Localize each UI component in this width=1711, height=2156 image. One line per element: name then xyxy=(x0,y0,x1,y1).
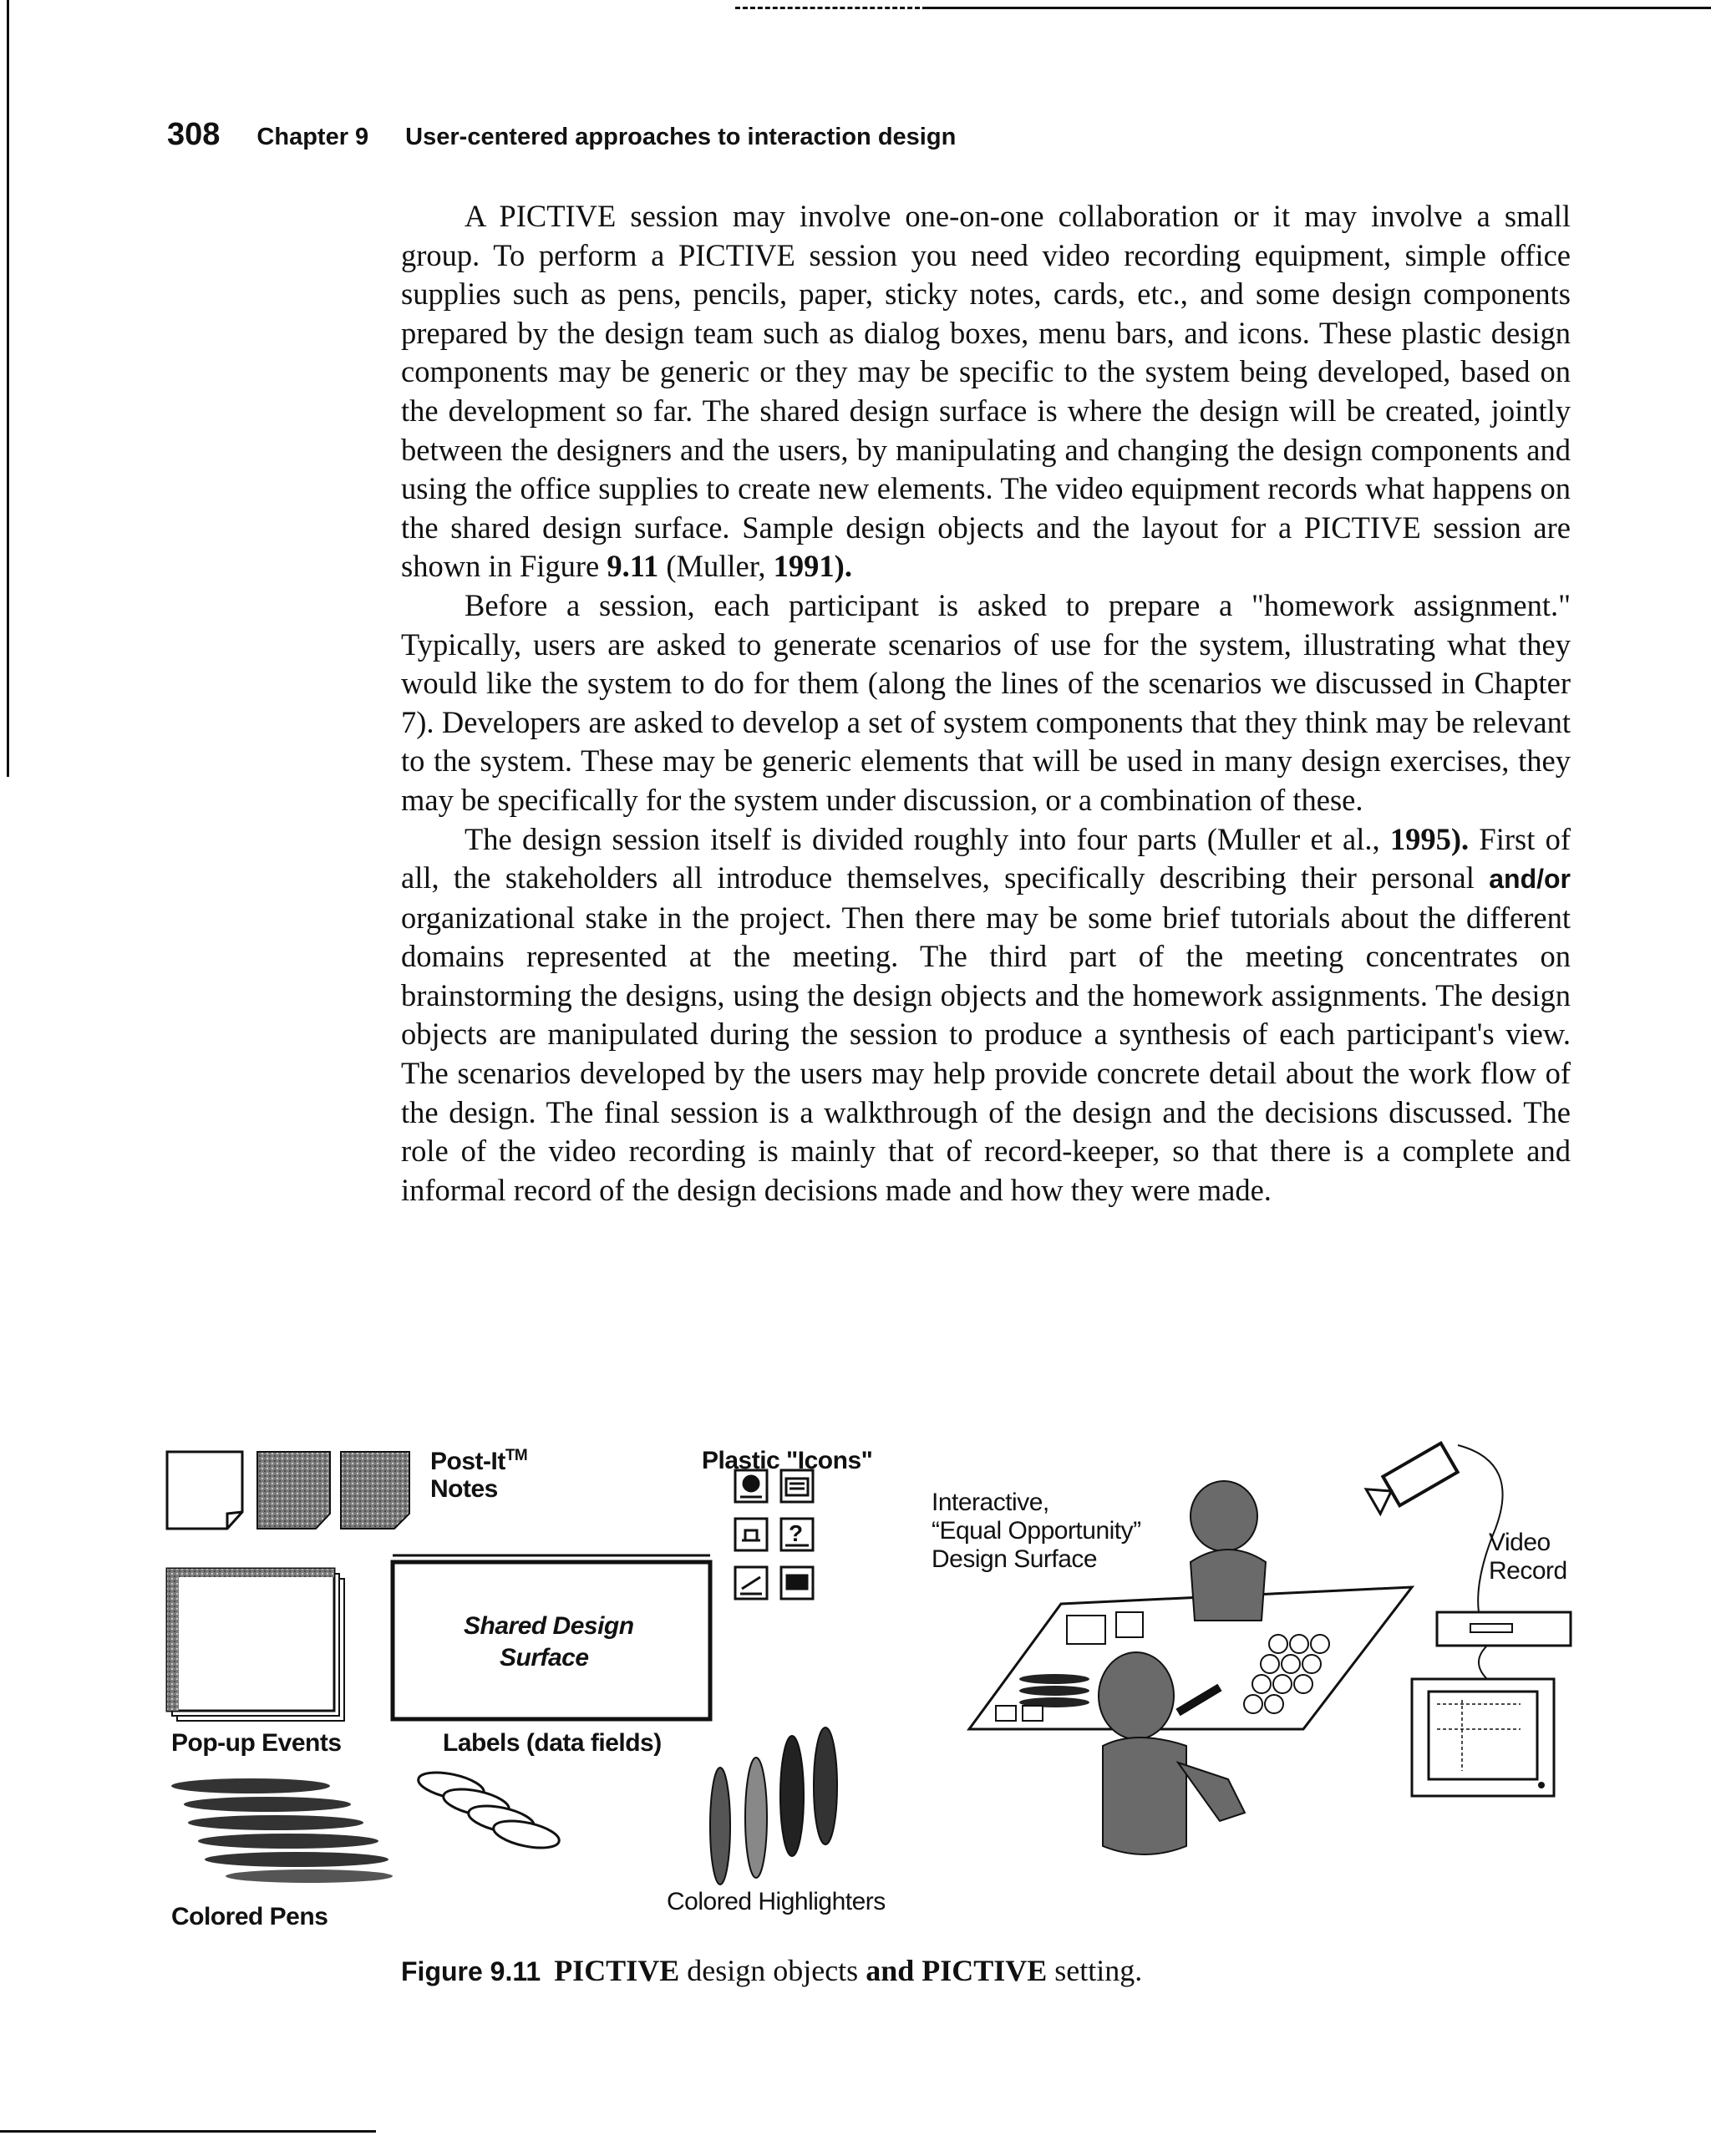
and-or-term: and/or xyxy=(1489,864,1571,895)
paragraph-3-text: The design session itself is divided roughly into four parts (Muller et al., xyxy=(465,821,1390,856)
colored-highlighters-label: Colored Highlighters xyxy=(667,1888,886,1915)
colored-pens-label: Colored Pens xyxy=(171,1903,328,1930)
record-label: Record xyxy=(1489,1557,1567,1585)
question-mark-icon: ? xyxy=(789,1520,803,1546)
interactive-label-3: Design Surface xyxy=(932,1545,1098,1573)
post-it-label: Post-It™ xyxy=(430,1447,528,1475)
chapter-label: Chapter 9 xyxy=(256,124,369,150)
interactive-label-2: “Equal Opportunity” xyxy=(932,1517,1141,1545)
colored-pens xyxy=(171,1778,393,1883)
paragraph-3-text-c: organizational stake in the project. Then there may be some brief tutorials about the different domains represented at the meeting. The third part of the meeting concentrates on brainstorming the designs, using the design objects and the homework assignments. The design objects are manipulated during the session to produce a synthesis of each participant's view. The scenarios developed by the users may help provide concrete detail about the work flow of the design. The final session is a walkthrough of the design and the decisions discussed. The role of the video recording is mainly that of record-keeper, so that there is a complete and informal record of the design decisions made and how they were made. xyxy=(401,900,1571,1207)
paragraph-2 xyxy=(401,586,1571,820)
paragraph-3 xyxy=(401,820,1571,1210)
body-text xyxy=(401,197,1571,1210)
top-rule xyxy=(927,7,1711,9)
popup-events xyxy=(167,1569,344,1721)
caption-pictive: PICTIVE xyxy=(554,1954,680,1987)
figure-pictive xyxy=(0,1412,1711,1996)
left-margin-rule xyxy=(7,0,9,777)
paragraph-3-text-b: First of all, the stakeholders all introduce themselves, specifically describing their personal xyxy=(401,821,1571,895)
figure-reference: 9.11 xyxy=(607,549,659,584)
label-ellipses xyxy=(416,1768,561,1853)
running-header xyxy=(167,117,956,155)
labels-data-fields-label: Labels (data fields) xyxy=(443,1729,662,1757)
plastic-icons-label: Plastic "Icons" xyxy=(702,1447,873,1474)
video-label: Video xyxy=(1489,1529,1551,1556)
shared-surface-label-2: Surface xyxy=(500,1644,589,1672)
notes-label: Notes xyxy=(430,1475,498,1503)
figure-caption xyxy=(401,1953,1142,1988)
colored-highlighters xyxy=(710,1727,837,1885)
page-number: 308 xyxy=(167,117,221,152)
popup-events-label: Pop-up Events xyxy=(171,1729,342,1757)
caption-pictive-2: PICTIVE xyxy=(914,1954,1048,1987)
paragraph-1 xyxy=(401,197,1571,586)
citation-year: 1995). xyxy=(1389,821,1470,856)
chapter-title: User-centered approaches to interaction design xyxy=(405,124,957,150)
interactive-label-1: Interactive, xyxy=(932,1489,1049,1516)
citation-year: 1991). xyxy=(773,549,852,584)
caption-text-2: setting. xyxy=(1047,1954,1143,1987)
caption-text: design objects xyxy=(679,1954,866,1987)
pictive-setting xyxy=(969,1443,1571,1854)
caption-number: Figure 9.11 xyxy=(401,1956,541,1986)
post-it-notes xyxy=(167,1452,409,1529)
paragraph-1-text: A PICTIVE session may involve one-on-one collaboration or it may involve a small group. To perform a PICTIVE session you need video recording equipment, simple office supplies such as pens, pencils, paper, sticky notes, cards, etc., and some design components prepared by the design team such as dialog boxes, menu bars, and icons. These plastic design components may be generic or they may be specific to the system being developed, based on the development so far. The shared design surface is where the design will be created, jointly between the designers and the users, by manipulating and changing the design components and using the office supplies to create new elements. The video equipment records what happens on the shared design surface. Sample design objects and the layout for a PICTIVE session are shown in Figure xyxy=(401,199,1571,584)
shared-surface-label-1: Shared Design xyxy=(464,1612,634,1640)
top-rule-dashed xyxy=(735,7,927,9)
caption-and: and xyxy=(866,1954,915,1987)
bottom-rule xyxy=(0,2130,376,2133)
paragraph-2-text: Before a session, each participant is asked to prepare a "homework assignment." Typically, users are asked to generate scenarios of use for the system, illustrating what they would like the system to do for them (along the lines of the scenarios we discussed in Chapter 7). Developers are asked to develop a set of system components that they think may be relevant to the system. These may be generic elements that will be used in many design exercises, they may be specifically for the system under discussion, or a combination of these. xyxy=(401,587,1571,817)
shared-design-surface xyxy=(393,1562,710,1719)
paragraph-1-citation: (Muller, xyxy=(658,549,774,584)
